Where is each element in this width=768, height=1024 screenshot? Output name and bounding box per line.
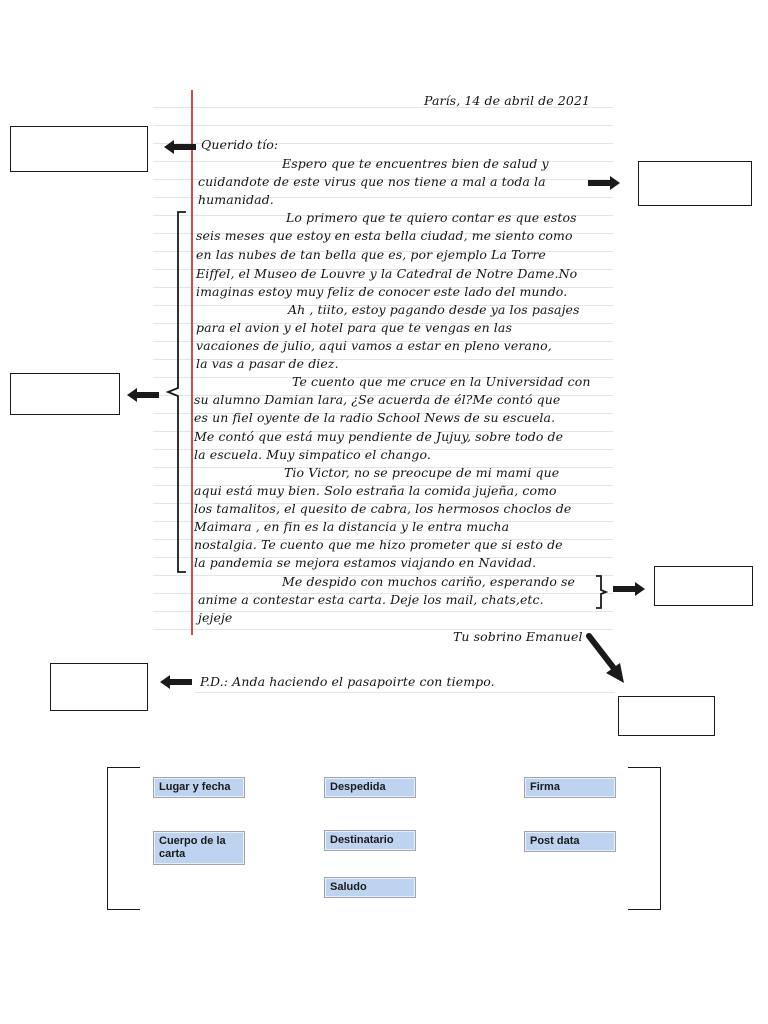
letter-line: aqui está muy bien. Solo estraña la comida jujeña, como: [194, 483, 557, 498]
letter-line: su alumno Damian lara, ¿Se acuerda de él?Me contó que: [194, 392, 561, 407]
option-post-data[interactable]: Post data: [524, 831, 616, 852]
letter-line: vacaiones de julio, aqui vamos a estar en pleno verano,: [196, 338, 552, 353]
letter-line: humanidad.: [198, 192, 274, 207]
letter-greeting: Querido tío:: [201, 137, 279, 152]
letter-place-date: París, 14 de abril de 2021: [424, 93, 591, 108]
letter-line: es un fiel oyente de la radio School News de su escuela.: [194, 410, 556, 425]
letter-line: jejeje: [198, 610, 233, 625]
letter-line: Lo primero que te quiero contar es que estos: [286, 210, 577, 225]
option-destinatario[interactable]: Destinatario: [324, 830, 416, 851]
letter-postscript: P.D.: Anda haciendo el pasapoirte con tiempo.: [200, 674, 495, 689]
option-cuerpo[interactable]: Cuerpo de la carta: [153, 831, 245, 865]
letter-signature: Tu sobrino Emanuel: [453, 629, 583, 644]
arrow-right-icon: [613, 582, 645, 596]
letter-line: para el avion y el hotel para que te vengas en las: [196, 320, 512, 335]
arrow-left-icon: [164, 140, 196, 154]
answer-box-postscript[interactable]: [50, 663, 148, 711]
letter-line: los tamalitos, el quesito de cabra, los hermosos choclos de: [194, 501, 572, 516]
body-brace-icon: [160, 210, 190, 575]
arrow-diagonal-icon: [586, 633, 628, 685]
letter-line: Te cuento que me cruce en la Universidad con: [292, 374, 591, 389]
letter-line: la escuela. Muy simpatico el chango.: [194, 447, 432, 462]
letter-line: la vas a pasar de diez.: [196, 356, 339, 371]
tray-right-bracket: [628, 767, 661, 910]
letter-line: Tio Victor, no se preocupe de mi mami que: [284, 465, 560, 480]
answer-box-place-date[interactable]: [10, 126, 148, 172]
letter-line: Me despido con muchos cariño, esperando se: [282, 574, 576, 589]
arrow-left-icon: [160, 675, 192, 689]
letter-line: anime a contestar esta carta. Deje los mail, chats,etc.: [198, 592, 544, 607]
letter-line: Maimara , en fin es la distancia y le entra mucha: [194, 519, 510, 534]
answer-box-signature[interactable]: [618, 696, 715, 736]
letter-line: Espero que te encuentres bien de salud y: [282, 156, 549, 171]
tray-left-bracket: [107, 767, 140, 910]
option-firma[interactable]: Firma: [524, 777, 616, 798]
answer-box-body[interactable]: [10, 373, 120, 415]
letter-line: cuidandote de este virus que nos tiene a mal a toda la: [198, 174, 546, 189]
closing-brace-icon: [594, 574, 608, 610]
letter-line: Eiffel, el Museo de Louvre y la Catedral de Notre Dame.No: [196, 266, 578, 281]
letter-line: nostalgia. Te cuento que me hizo prometer que si esto de: [194, 537, 563, 552]
option-despedida[interactable]: Despedida: [324, 777, 416, 798]
option-saludo[interactable]: Saludo: [324, 877, 416, 898]
letter-line: Me contó que está muy pendiente de Jujuy, sobre todo de: [194, 429, 564, 444]
letter-line: Ah , tiito, estoy pagando desde ya los pasajes: [288, 302, 580, 317]
letter-line: seis meses que estoy en esta bella ciudad, me siento como: [196, 228, 573, 243]
red-margin-line: [191, 90, 193, 635]
arrow-right-icon: [588, 176, 620, 190]
postscript-underline: [195, 692, 615, 693]
answer-box-closing[interactable]: [654, 566, 753, 606]
letter-line: la pandemia se mejora estamos viajando en Navidad.: [194, 555, 537, 570]
arrow-left-icon: [127, 388, 159, 402]
letter-line: en las nubes de tan bella que es, por ejemplo La Torre: [196, 247, 546, 262]
option-lugar-fecha[interactable]: Lugar y fecha: [153, 777, 245, 798]
answer-box-greeting[interactable]: [638, 161, 752, 206]
letter-line: imaginas estoy muy feliz de conocer este lado del mundo.: [196, 284, 568, 299]
